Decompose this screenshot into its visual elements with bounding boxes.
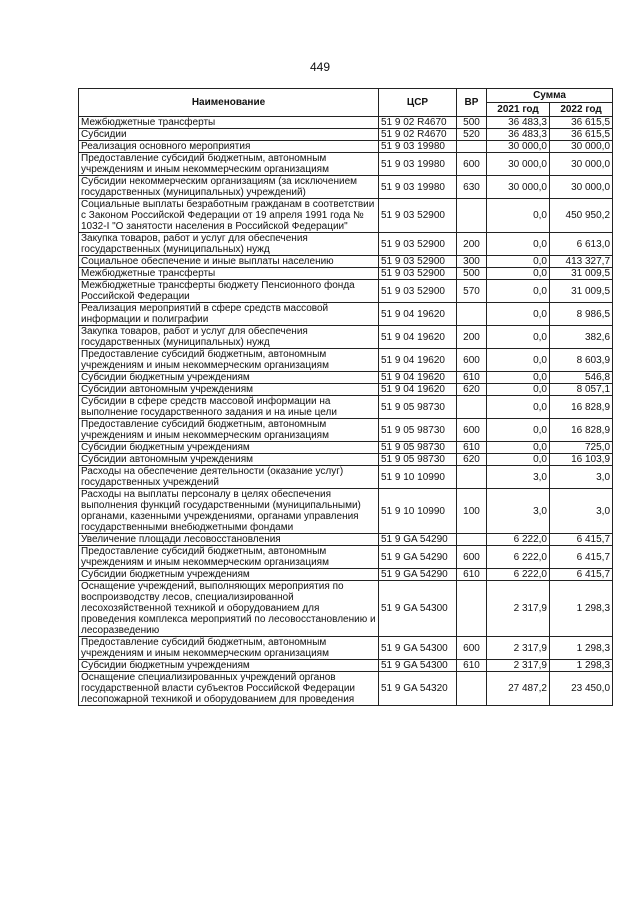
row-csr: 51 9 GA 54290 xyxy=(379,534,457,546)
row-name: Субсидии автономным учреждениям xyxy=(79,384,379,396)
row-csr: 51 9 02 R4670 xyxy=(379,117,457,129)
row-sum-2021: 0,0 xyxy=(487,442,550,454)
table-row xyxy=(79,419,613,442)
row-csr: 51 9 03 19980 xyxy=(379,153,457,176)
row-sum-2021: 0,0 xyxy=(487,256,550,268)
row-sum-2021: 0,0 xyxy=(487,384,550,396)
row-sum-2022: 30 000,0 xyxy=(550,141,613,153)
row-sum-2021: 30 000,0 xyxy=(487,153,550,176)
table-row xyxy=(79,349,613,372)
row-vr: 610 xyxy=(457,569,487,581)
row-name: Межбюджетные трансферты xyxy=(79,268,379,280)
row-sum-2022: 413 327,7 xyxy=(550,256,613,268)
table-row xyxy=(79,176,613,199)
row-sum-2022: 36 615,5 xyxy=(550,129,613,141)
row-sum-2021: 3,0 xyxy=(487,489,550,534)
table-row xyxy=(79,660,613,672)
row-sum-2021: 0,0 xyxy=(487,303,550,326)
table-row xyxy=(79,442,613,454)
row-vr: 610 xyxy=(457,660,487,672)
row-vr xyxy=(457,534,487,546)
row-csr: 51 9 04 19620 xyxy=(379,372,457,384)
row-csr: 51 9 GA 54300 xyxy=(379,660,457,672)
header-2022: 2022 год xyxy=(550,103,613,117)
row-name: Субсидии бюджетным учреждениям xyxy=(79,442,379,454)
row-name: Межбюджетные трансферты xyxy=(79,117,379,129)
table-row xyxy=(79,153,613,176)
row-sum-2021: 0,0 xyxy=(487,396,550,419)
row-vr xyxy=(457,303,487,326)
budget-table xyxy=(78,88,613,706)
row-name: Оснащение специализированных учреждений органов государственной власти субъектов Российской Федерации лесопожарной техникой и оборудованием для проведения xyxy=(79,672,379,706)
page-number: 449 xyxy=(309,60,331,74)
table-row xyxy=(79,384,613,396)
row-name: Предоставление субсидий бюджетным, автономным учреждениям и иным некоммерческим организациям xyxy=(79,637,379,660)
table-row xyxy=(79,233,613,256)
header-csr: ЦСР xyxy=(379,89,457,117)
table-row xyxy=(79,466,613,489)
row-csr: 51 9 03 52900 xyxy=(379,280,457,303)
row-sum-2021: 0,0 xyxy=(487,326,550,349)
row-csr: 51 9 05 98730 xyxy=(379,442,457,454)
row-sum-2022: 8 986,5 xyxy=(550,303,613,326)
row-sum-2022: 6 613,0 xyxy=(550,233,613,256)
row-sum-2022: 36 615,5 xyxy=(550,117,613,129)
row-vr: 600 xyxy=(457,637,487,660)
row-name: Субсидии некоммерческим организациям (за исключением государственных (муниципальных) учреждений) xyxy=(79,176,379,199)
row-csr: 51 9 10 10990 xyxy=(379,466,457,489)
row-name: Предоставление субсидий бюджетным, автономным учреждениям и иным некоммерческим организациям xyxy=(79,419,379,442)
row-csr: 51 9 GA 54300 xyxy=(379,581,457,637)
row-sum-2021: 27 487,2 xyxy=(487,672,550,706)
row-sum-2021: 2 317,9 xyxy=(487,660,550,672)
table-row xyxy=(79,303,613,326)
row-vr: 630 xyxy=(457,176,487,199)
table-row xyxy=(79,280,613,303)
row-vr xyxy=(457,672,487,706)
row-name: Предоставление субсидий бюджетным, автономным учреждениям и иным некоммерческим организациям xyxy=(79,349,379,372)
row-name: Закупка товаров, работ и услуг для обеспечения государственных (муниципальных) нужд xyxy=(79,233,379,256)
row-sum-2021: 0,0 xyxy=(487,268,550,280)
row-sum-2022: 6 415,7 xyxy=(550,534,613,546)
row-csr: 51 9 05 98730 xyxy=(379,396,457,419)
row-vr: 600 xyxy=(457,349,487,372)
row-sum-2021: 2 317,9 xyxy=(487,637,550,660)
row-vr: 610 xyxy=(457,442,487,454)
row-csr: 51 9 04 19620 xyxy=(379,349,457,372)
row-vr: 500 xyxy=(457,268,487,280)
table-row xyxy=(79,268,613,280)
row-sum-2021: 36 483,3 xyxy=(487,117,550,129)
row-name: Реализация мероприятий в сфере средств массовой информации и полиграфии xyxy=(79,303,379,326)
row-name: Расходы на выплаты персоналу в целях обеспечения выполнения функций государственными (муниципальными) органами, казенными учреждениями, органами управления государственными внебюджетными фондами xyxy=(79,489,379,534)
row-sum-2022: 3,0 xyxy=(550,466,613,489)
row-sum-2022: 16 828,9 xyxy=(550,419,613,442)
row-name: Социальные выплаты безработным гражданам в соответствии с Законом Российской Федерации от 19 апреля 1991 года № 1032-I "О занятости населения в Российской Федерации" xyxy=(79,199,379,233)
row-vr xyxy=(457,396,487,419)
row-vr: 620 xyxy=(457,454,487,466)
row-vr xyxy=(457,141,487,153)
table-row xyxy=(79,256,613,268)
table-row xyxy=(79,129,613,141)
table-row xyxy=(79,372,613,384)
row-vr: 600 xyxy=(457,419,487,442)
row-vr xyxy=(457,581,487,637)
row-sum-2021: 2 317,9 xyxy=(487,581,550,637)
row-name: Реализация основного мероприятия xyxy=(79,141,379,153)
row-vr: 300 xyxy=(457,256,487,268)
row-vr: 200 xyxy=(457,233,487,256)
table-row xyxy=(79,141,613,153)
row-vr xyxy=(457,466,487,489)
row-csr: 51 9 GA 54290 xyxy=(379,569,457,581)
row-vr: 520 xyxy=(457,129,487,141)
row-sum-2021: 3,0 xyxy=(487,466,550,489)
row-csr: 51 9 02 R4670 xyxy=(379,129,457,141)
row-sum-2022: 6 415,7 xyxy=(550,546,613,569)
row-vr: 600 xyxy=(457,153,487,176)
table-row xyxy=(79,489,613,534)
row-csr: 51 9 04 19620 xyxy=(379,303,457,326)
row-sum-2022: 382,6 xyxy=(550,326,613,349)
row-name: Субсидии автономным учреждениям xyxy=(79,454,379,466)
row-sum-2021: 0,0 xyxy=(487,349,550,372)
row-sum-2022: 450 950,2 xyxy=(550,199,613,233)
table-row xyxy=(79,199,613,233)
row-sum-2022: 30 000,0 xyxy=(550,176,613,199)
table-row xyxy=(79,546,613,569)
header-vr: ВР xyxy=(457,89,487,117)
row-csr: 51 9 03 52900 xyxy=(379,233,457,256)
row-vr: 610 xyxy=(457,372,487,384)
row-sum-2022: 6 415,7 xyxy=(550,569,613,581)
row-name: Субсидии xyxy=(79,129,379,141)
row-name: Увеличение площади лесовосстановления xyxy=(79,534,379,546)
row-vr: 620 xyxy=(457,384,487,396)
header-name: Наименование xyxy=(79,89,379,117)
row-name: Предоставление субсидий бюджетным, автономным учреждениям и иным некоммерческим организациям xyxy=(79,546,379,569)
row-sum-2022: 1 298,3 xyxy=(550,660,613,672)
table-row xyxy=(79,396,613,419)
header-2021: 2021 год xyxy=(487,103,550,117)
header-sum: Сумма xyxy=(487,89,613,103)
row-csr: 51 9 03 19980 xyxy=(379,141,457,153)
row-csr: 51 9 10 10990 xyxy=(379,489,457,534)
row-name: Субсидии бюджетным учреждениям xyxy=(79,660,379,672)
row-csr: 51 9 03 52900 xyxy=(379,199,457,233)
row-vr xyxy=(457,199,487,233)
row-sum-2022: 1 298,3 xyxy=(550,581,613,637)
row-csr: 51 9 GA 54290 xyxy=(379,546,457,569)
row-vr: 100 xyxy=(457,489,487,534)
table-row xyxy=(79,454,613,466)
table-row xyxy=(79,569,613,581)
row-vr: 500 xyxy=(457,117,487,129)
row-sum-2021: 6 222,0 xyxy=(487,534,550,546)
table-body xyxy=(79,117,613,706)
row-sum-2021: 36 483,3 xyxy=(487,129,550,141)
row-sum-2022: 31 009,5 xyxy=(550,280,613,303)
row-sum-2022: 30 000,0 xyxy=(550,153,613,176)
row-sum-2022: 725,0 xyxy=(550,442,613,454)
row-sum-2021: 0,0 xyxy=(487,454,550,466)
table-row xyxy=(79,326,613,349)
row-name: Расходы на обеспечение деятельности (оказание услуг) государственных учреждений xyxy=(79,466,379,489)
row-sum-2021: 30 000,0 xyxy=(487,176,550,199)
row-sum-2022: 16 828,9 xyxy=(550,396,613,419)
row-name: Межбюджетные трансферты бюджету Пенсионного фонда Российской Федерации xyxy=(79,280,379,303)
row-name: Закупка товаров, работ и услуг для обеспечения государственных (муниципальных) нужд xyxy=(79,326,379,349)
row-csr: 51 9 04 19620 xyxy=(379,384,457,396)
row-csr: 51 9 04 19620 xyxy=(379,326,457,349)
row-sum-2022: 3,0 xyxy=(550,489,613,534)
table-row xyxy=(79,534,613,546)
row-csr: 51 9 03 52900 xyxy=(379,268,457,280)
row-sum-2021: 0,0 xyxy=(487,233,550,256)
row-sum-2022: 546,8 xyxy=(550,372,613,384)
table-row xyxy=(79,672,613,706)
row-sum-2022: 1 298,3 xyxy=(550,637,613,660)
row-sum-2021: 30 000,0 xyxy=(487,141,550,153)
row-csr: 51 9 05 98730 xyxy=(379,454,457,466)
row-name: Оснащение учреждений, выполняющих мероприятия по воспроизводству лесов, специализированной лесохозяйственной техникой и оборудованием для проведения комплекса мероприятий по лесовосстановлению и лесоразведению xyxy=(79,581,379,637)
table-row xyxy=(79,581,613,637)
row-name: Социальное обеспечение и иные выплаты населению xyxy=(79,256,379,268)
row-vr: 600 xyxy=(457,546,487,569)
row-sum-2022: 31 009,5 xyxy=(550,268,613,280)
row-name: Субсидии бюджетным учреждениям xyxy=(79,372,379,384)
row-sum-2022: 8 603,9 xyxy=(550,349,613,372)
row-sum-2021: 0,0 xyxy=(487,372,550,384)
row-sum-2022: 8 057,1 xyxy=(550,384,613,396)
row-name: Предоставление субсидий бюджетным, автономным учреждениям и иным некоммерческим организациям xyxy=(79,153,379,176)
row-name: Субсидии в сфере средств массовой информации на выполнение государственного задания и на иные цели xyxy=(79,396,379,419)
table-row xyxy=(79,117,613,129)
row-vr: 200 xyxy=(457,326,487,349)
row-csr: 51 9 GA 54320 xyxy=(379,672,457,706)
row-name: Субсидии бюджетным учреждениям xyxy=(79,569,379,581)
row-sum-2021: 6 222,0 xyxy=(487,569,550,581)
row-sum-2021: 0,0 xyxy=(487,199,550,233)
row-sum-2021: 6 222,0 xyxy=(487,546,550,569)
row-sum-2021: 0,0 xyxy=(487,419,550,442)
row-sum-2021: 0,0 xyxy=(487,280,550,303)
row-sum-2022: 23 450,0 xyxy=(550,672,613,706)
row-csr: 51 9 03 19980 xyxy=(379,176,457,199)
row-csr: 51 9 03 52900 xyxy=(379,256,457,268)
row-csr: 51 9 05 98730 xyxy=(379,419,457,442)
row-sum-2022: 16 103,9 xyxy=(550,454,613,466)
row-vr: 570 xyxy=(457,280,487,303)
row-csr: 51 9 GA 54300 xyxy=(379,637,457,660)
table-row xyxy=(79,637,613,660)
